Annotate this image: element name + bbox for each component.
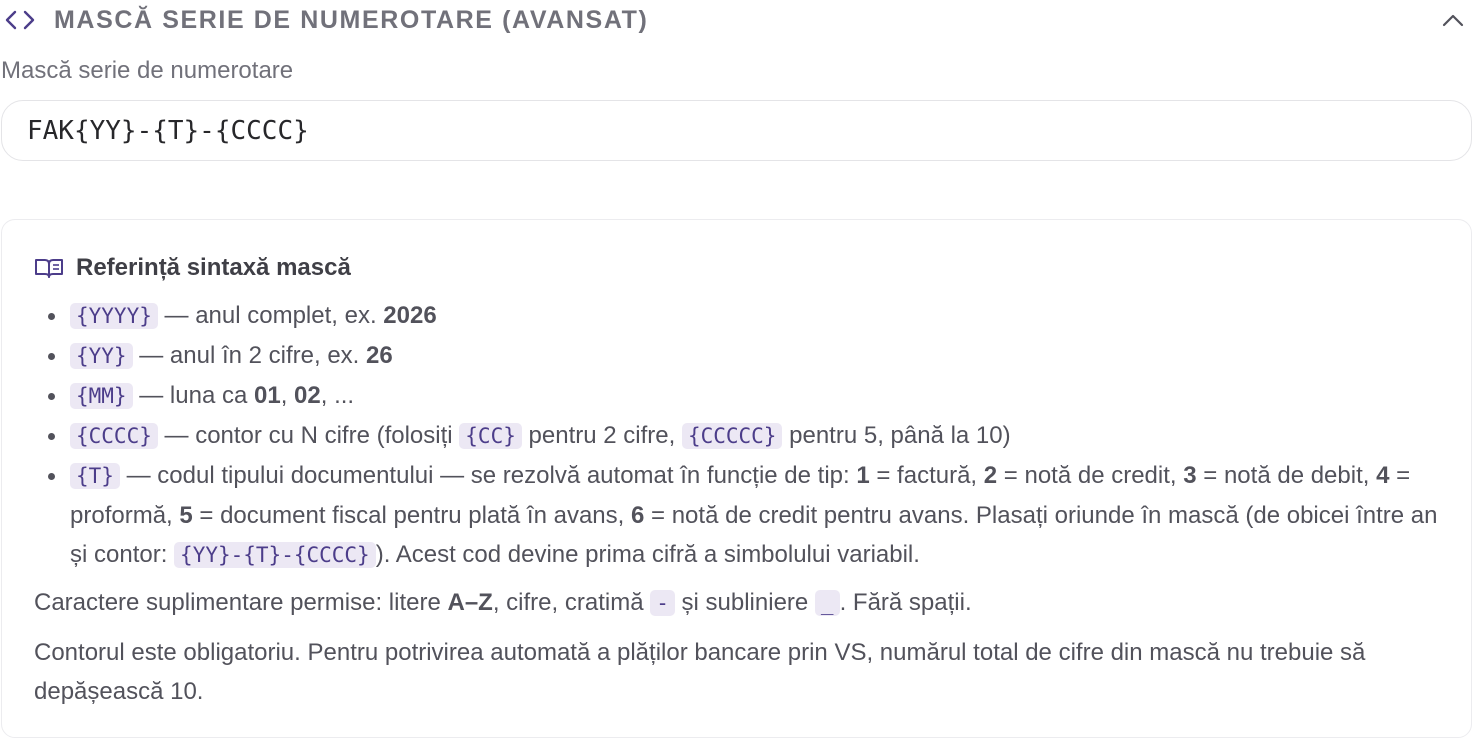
allowed-characters-note: Caractere suplimentare permise: litere A–Z, cifre, cratimă - și subliniere _ . Fără spații. bbox=[34, 589, 972, 616]
token-ccccc: {CCCCC} bbox=[682, 423, 783, 449]
token-yyyy: {YYYY} bbox=[70, 303, 158, 329]
section-header[interactable] bbox=[0, 0, 1474, 40]
book-open-icon bbox=[34, 256, 64, 280]
syntax-item-yyyy: {YYYY} — anul complet, ex. 2026 bbox=[70, 296, 1440, 336]
counter-required-note: Contorul este obligatoriu. Pentru potrivirea automată a plăților bancare prin VS, numărul total de cifre din mască nu trebuie să depășească 10. bbox=[34, 639, 1366, 705]
code-icon bbox=[4, 9, 36, 31]
token-example-mask: {YY}-{T}-{CCCC} bbox=[174, 542, 376, 568]
token-underscore: _ bbox=[815, 590, 840, 616]
syntax-item-mm: {MM} — luna ca 01, 02, ... bbox=[70, 376, 1440, 416]
syntax-list bbox=[70, 296, 1440, 575]
reference-title: Referință sintaxă mască bbox=[76, 254, 351, 281]
token-hyphen: - bbox=[650, 590, 675, 616]
mask-input[interactable] bbox=[1, 100, 1472, 161]
token-mm: {MM} bbox=[70, 383, 133, 409]
syntax-item-yy: {YY} — anul în 2 cifre, ex. 26 bbox=[70, 336, 1440, 376]
syntax-item-t: {T} — codul tipului documentului — se rezolvă automat în funcție de tip: 1 = factură, 2 = notă de credit, 3 = notă de debit, 4 = proformă, 5 = document fiscal pentru plată în avans, 6 = notă de credit pentru avans. Plasați oriunde în mască (de obicei între an și contor: {YY}-{T}-{CCCC} ). Acest cod devine prima cifră a simbolului variabil. bbox=[70, 456, 1440, 575]
token-yy: {YY} bbox=[70, 343, 133, 369]
syntax-item-cccc: {CCCC} — contor cu N cifre (folosiți {CC} pentru 2 cifre, {CCCCC} pentru 5, până la 10) bbox=[70, 416, 1440, 456]
mask-field-label: Mască serie de numerotare bbox=[1, 57, 294, 84]
section-title: MASCĂ SERIE DE NUMEROTARE (AVANSAT) bbox=[54, 6, 649, 34]
token-cccc: {CCCC} bbox=[70, 423, 158, 449]
chevron-up-icon[interactable] bbox=[1441, 10, 1465, 30]
token-cc: {CC} bbox=[459, 423, 522, 449]
token-t: {T} bbox=[70, 463, 120, 489]
